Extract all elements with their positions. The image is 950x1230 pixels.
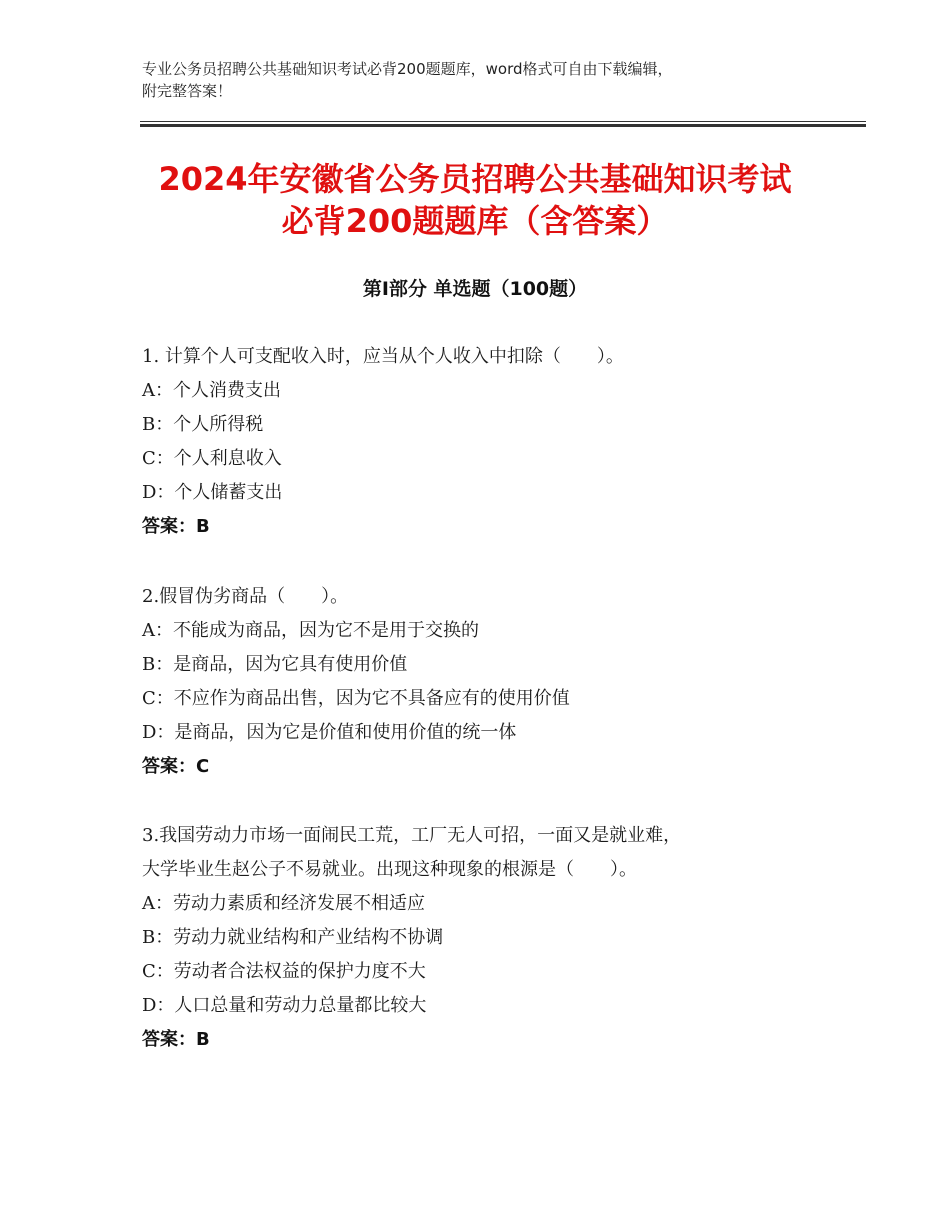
header-rule-thick — [140, 124, 866, 127]
question-2-stem: 2.假冒伪劣商品（ ）。 — [142, 586, 349, 607]
title-line-2: 必背200题题库（含答案） — [281, 202, 669, 240]
title-line-1: 2024年安徽省公务员招聘公共基础知识考试 — [158, 160, 792, 198]
question-3 — [142, 819, 832, 1057]
header-rule-thin — [140, 121, 866, 122]
question-1-option-c: C：个人利息收入 — [142, 448, 282, 469]
question-1-option-b: B：个人所得税 — [142, 414, 264, 435]
question-1-answer: 答案：B — [142, 516, 210, 537]
question-2-option-c: C：不应作为商品出售，因为它不具备应有的使用价值 — [142, 688, 570, 709]
question-1 — [142, 340, 832, 544]
question-3-option-a: A：劳动力素质和经济发展不相适应 — [142, 893, 425, 914]
question-1-option-a: A：个人消费支出 — [142, 380, 281, 401]
header-note-line-2: 附完整答案！ — [142, 82, 233, 100]
question-3-answer: 答案：B — [142, 1029, 210, 1050]
question-2-option-d: D：是商品，因为它是价值和使用价值的统一体 — [142, 722, 517, 743]
question-3-option-b: B：劳动力就业结构和产业结构不协调 — [142, 927, 444, 948]
question-3-stem-line-2: 大学毕业生赵公子不易就业。出现这种现象的根源是（ ）。 — [142, 859, 637, 880]
question-1-option-d: D：个人储蓄支出 — [142, 482, 283, 503]
header-note — [142, 58, 832, 102]
question-1-stem: 1. 计算个人可支配收入时，应当从个人收入中扣除（ ）。 — [142, 346, 624, 367]
question-2-option-a: A：不能成为商品，因为它不是用于交换的 — [142, 620, 479, 641]
section-heading: 第Ⅰ部分 单选题（100题） — [362, 278, 588, 300]
question-3-option-c: C：劳动者合法权益的保护力度不大 — [142, 961, 426, 982]
document-title — [100, 158, 850, 242]
header-note-line-1: 专业公务员招聘公共基础知识考试必背200题题库，word格式可自由下载编辑， — [142, 60, 673, 78]
question-3-stem-line-1: 3.我国劳动力市场一面闹民工荒，工厂无人可招，一面又是就业难， — [142, 825, 682, 846]
question-2 — [142, 580, 832, 784]
question-3-option-d: D：人口总量和劳动力总量都比较大 — [142, 995, 427, 1016]
question-2-option-b: B：是商品，因为它具有使用价值 — [142, 654, 408, 675]
question-2-answer: 答案：C — [142, 756, 210, 777]
